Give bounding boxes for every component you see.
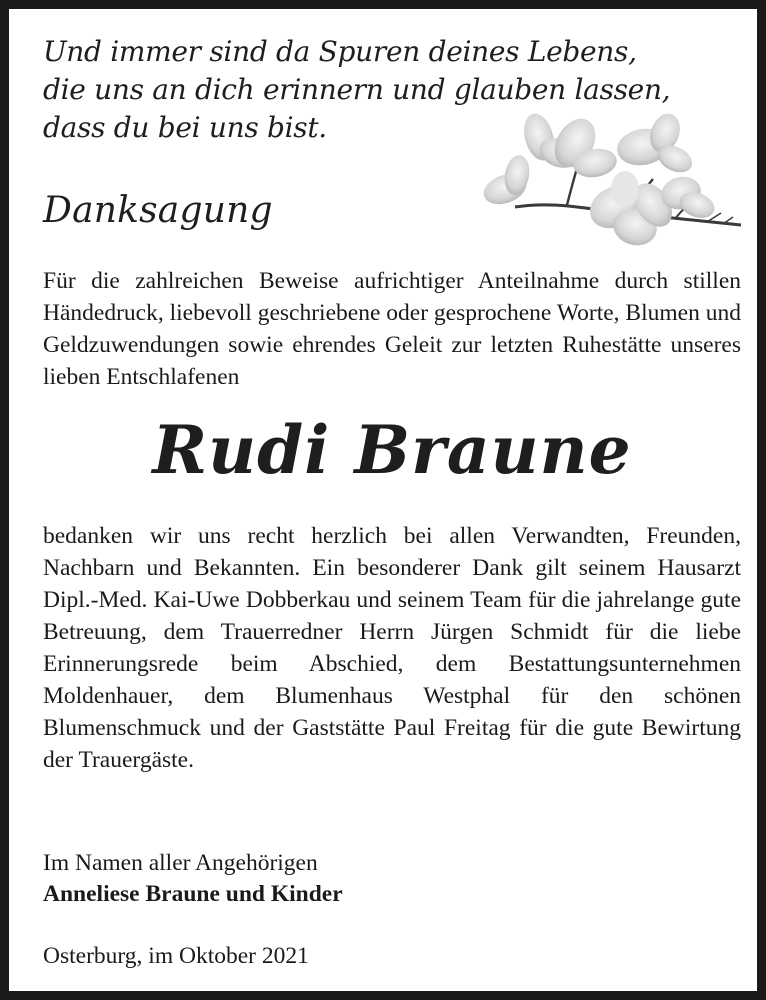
- motto-line-1: Und immer sind da Spuren deines Lebens,: [43, 35, 637, 68]
- motto-line-3: dass du bei uns bist.: [43, 111, 327, 144]
- place-date: Osterburg, im Oktober 2021: [43, 943, 309, 969]
- deceased-name: Rudi Braune: [152, 411, 632, 489]
- motto-line-2: die uns an dich erinnern und glauben lassen,: [43, 73, 671, 106]
- signature-names: Anneliese Braune und Kinder: [43, 881, 343, 907]
- signature-block: [43, 848, 643, 910]
- gratitude-paragraph-intro: Für die zahlreichen Beweise aufrichtiger Anteilnahme durch stillen Händedruck, liebevoll geschriebene oder gesprochene Worte, Blumen und Geldzuwendungen sowie ehrendes Geleit zur letzten Ruhestätte unseres lieben Entschlafenen: [43, 268, 741, 390]
- magnolia-branch-icon: [475, 109, 745, 259]
- gratitude-paragraph-main: bedanken wir uns recht herzlich bei allen Verwandten, Freunden, Nachbarn und Bekannten. Ein besonderer Dank gilt seinem Hausarzt Dipl.-Med. Kai-Uwe Dobberkau und seinem Team für die jahrelange gute Betreuung, dem Trauerredner Herrn Jürgen Schmidt für die liebe Erinnerungsrede beim Abschied, dem Bestattungsunternehmen Moldenhauer, dem Blumenhaus Westphal für den schönen Blumenschmuck und der Gaststätte Paul Freitag für die gute Bewirtung der Trauergäste.: [43, 523, 741, 773]
- page-title: Danksagung: [43, 190, 273, 231]
- signature-intro: Im Namen aller Angehörigen: [43, 850, 318, 876]
